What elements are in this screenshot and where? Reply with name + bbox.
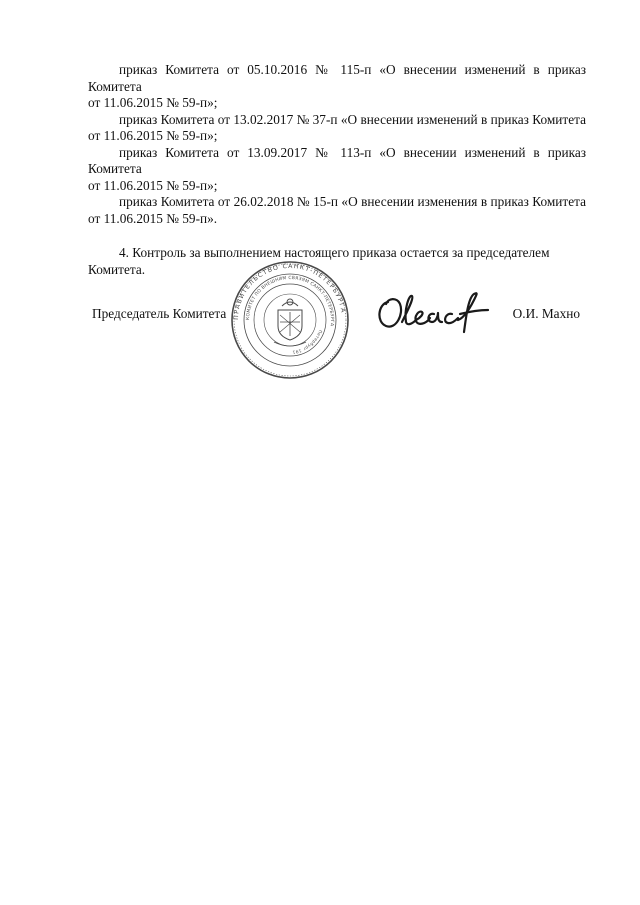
handwritten-signature-icon [374,288,494,336]
order-item-3-line2: от 11.06.2015 № 59-п»; [88,177,218,193]
signatory-title: Председатель Комитета [92,306,227,321]
order-item-1-line2: от 11.06.2015 № 59-п»; [88,95,218,110]
document-body [88,62,586,278]
order-item-3-line1: приказ Комитета от 13.09.2017 № 113-п «О внесении изменений в приказ Комитета [88,144,586,176]
order-item-2-line2: от 11.06.2015 № 59-п»; [88,128,218,143]
order-item-4-line1: приказ Комитета от 26.02.2018 № 15-п «О внесении изменения в приказ Комитета [119,194,586,209]
signatory-name: О.И. Махно [512,306,580,321]
order-item-3 [88,145,586,195]
official-seal-icon [230,260,350,380]
seal-inner-text: Петербург 191 [292,329,324,355]
order-item-1-line1: приказ Комитета от 05.10.2016 № 115-п «О внесении изменений в приказ Комитета [88,62,586,94]
seal-outer-text: ПРАВИТЕЛЬСТВО САНКТ-ПЕТЕРБУРГА [232,262,347,321]
order-item-2-line1: приказ Комитета от 13.02.2017 № 37-п «О внесении изменений в приказ Комитета [119,111,586,127]
seal-middle-text: КОМИТЕТ ПО ВНЕШНИМ СВЯЗЯМ САНКТ-ПЕТЕРБУРГА [245,275,335,327]
control-clause: 4. Контроль за выполнением настоящего приказа остается за председателем Комитета. [88,245,550,277]
order-item-2 [88,112,586,145]
order-item-4 [88,194,586,227]
signature-block [88,260,586,380]
order-item-4-line2: от 11.06.2015 № 59-п». [88,210,218,226]
order-item-1 [88,62,586,112]
